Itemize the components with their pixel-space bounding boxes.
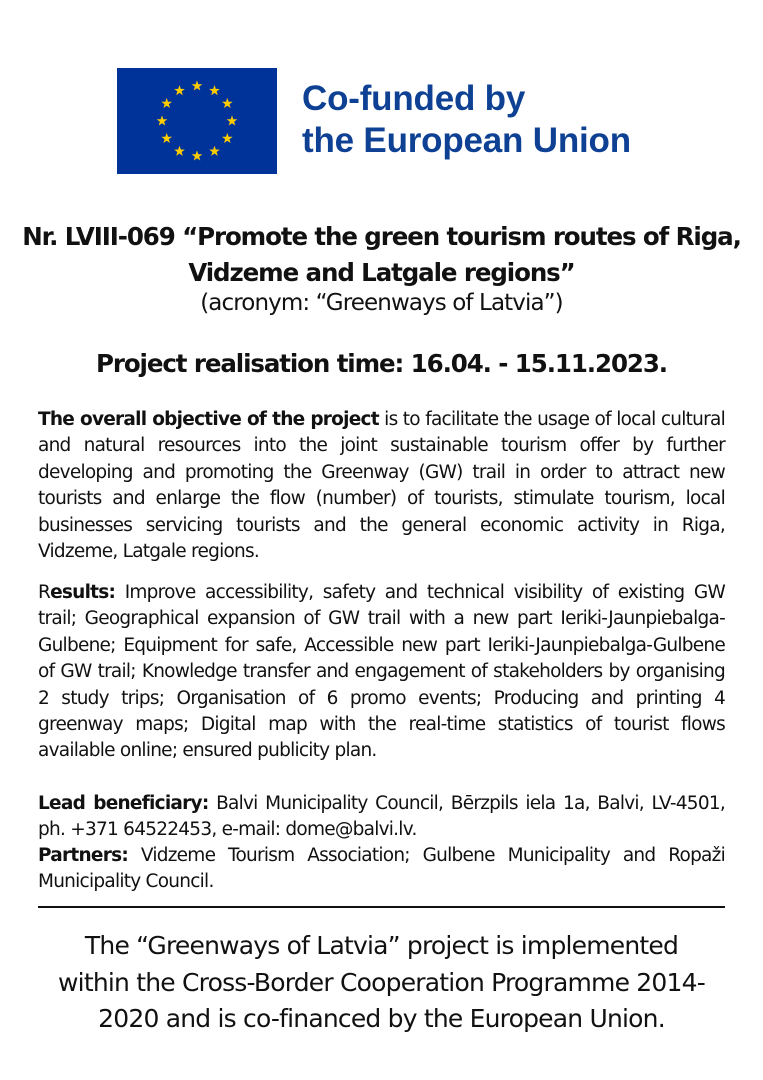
- results-label-first: R: [38, 582, 51, 603]
- realisation-time: Project realisation time: 16.04. - 15.11.2023.: [95, 349, 668, 378]
- programme-statement-line1: The “Greenways of Latvia” project is implemented: [84, 931, 679, 960]
- partners-paragraph: [38, 843, 725, 896]
- objective-label: The overall objective of the project: [38, 409, 379, 430]
- programme-statement-line2: within the Cross-Border Cooperation Programme 2014-: [58, 967, 705, 997]
- cofunded-text: [302, 78, 631, 162]
- project-title-line2: Vidzeme and Latgale regions”: [188, 258, 575, 287]
- project-acronym: (acronym: “Greenways of Latvia”): [200, 290, 563, 316]
- lead-beneficiary-label: Lead beneficiary:: [38, 793, 209, 814]
- eu-flag-icon: [117, 68, 277, 174]
- cofunded-line1: Co-funded by: [302, 79, 526, 118]
- partners-text: Vidzeme Tourism Association; Gulbene Municipality and Ropaži Municipality Council.: [38, 845, 725, 893]
- results-paragraph: [38, 580, 725, 765]
- project-title-line1: Nr. LVIII-069 “Promote the green tourism routes of Riga,: [22, 222, 741, 251]
- cofunded-line2: the European Union: [302, 121, 631, 160]
- programme-statement: [20, 928, 743, 1038]
- lead-beneficiary-paragraph: [38, 791, 725, 844]
- objective-text: is to facilitate the usage of local cultural and natural resources into the joint sustainable tourism offer by further developing and promoting the Greenway (GW) trail in order to attract new tourists and enlarge the flow (number) of tourists, stimulate tourism, local businesses servicing tourists and the general economic activity in Riga, Vidzeme, Latgale regions.: [38, 409, 725, 563]
- project-title: [20, 219, 743, 291]
- divider: [38, 906, 725, 908]
- results-text: Improve accessibility, safety and technical visibility of existing GW trail; Geographical expansion of GW trail with a new part Ieriki-Jaunpiebalga-Gulbene; Equipment for safe, Accessible new part Ieriki-Jaunpiebalga-Gulbene of GW trail; Knowledge transfer and engagement of stakeholders by organising 2 study trips; Organisation of 6 promo events; Producing and printing 4 greenway maps; Digital map with the real-time statistics of tourist flows available online; ensured publicity plan.: [38, 582, 725, 762]
- programme-statement-line3: 2020 and is co-financed by the European Union.: [98, 1004, 665, 1033]
- lead-beneficiary-text: Balvi Municipality Council, Bērzpils iela 1a, Balvi, LV-4501, ph. +371 64522453, e-mail: dome@balvi.lv.: [38, 793, 725, 841]
- eu-cofunded-logo: [117, 68, 657, 174]
- partners-label: Partners:: [38, 845, 129, 866]
- objective-paragraph: [38, 407, 725, 565]
- results-label: esults:: [50, 582, 116, 603]
